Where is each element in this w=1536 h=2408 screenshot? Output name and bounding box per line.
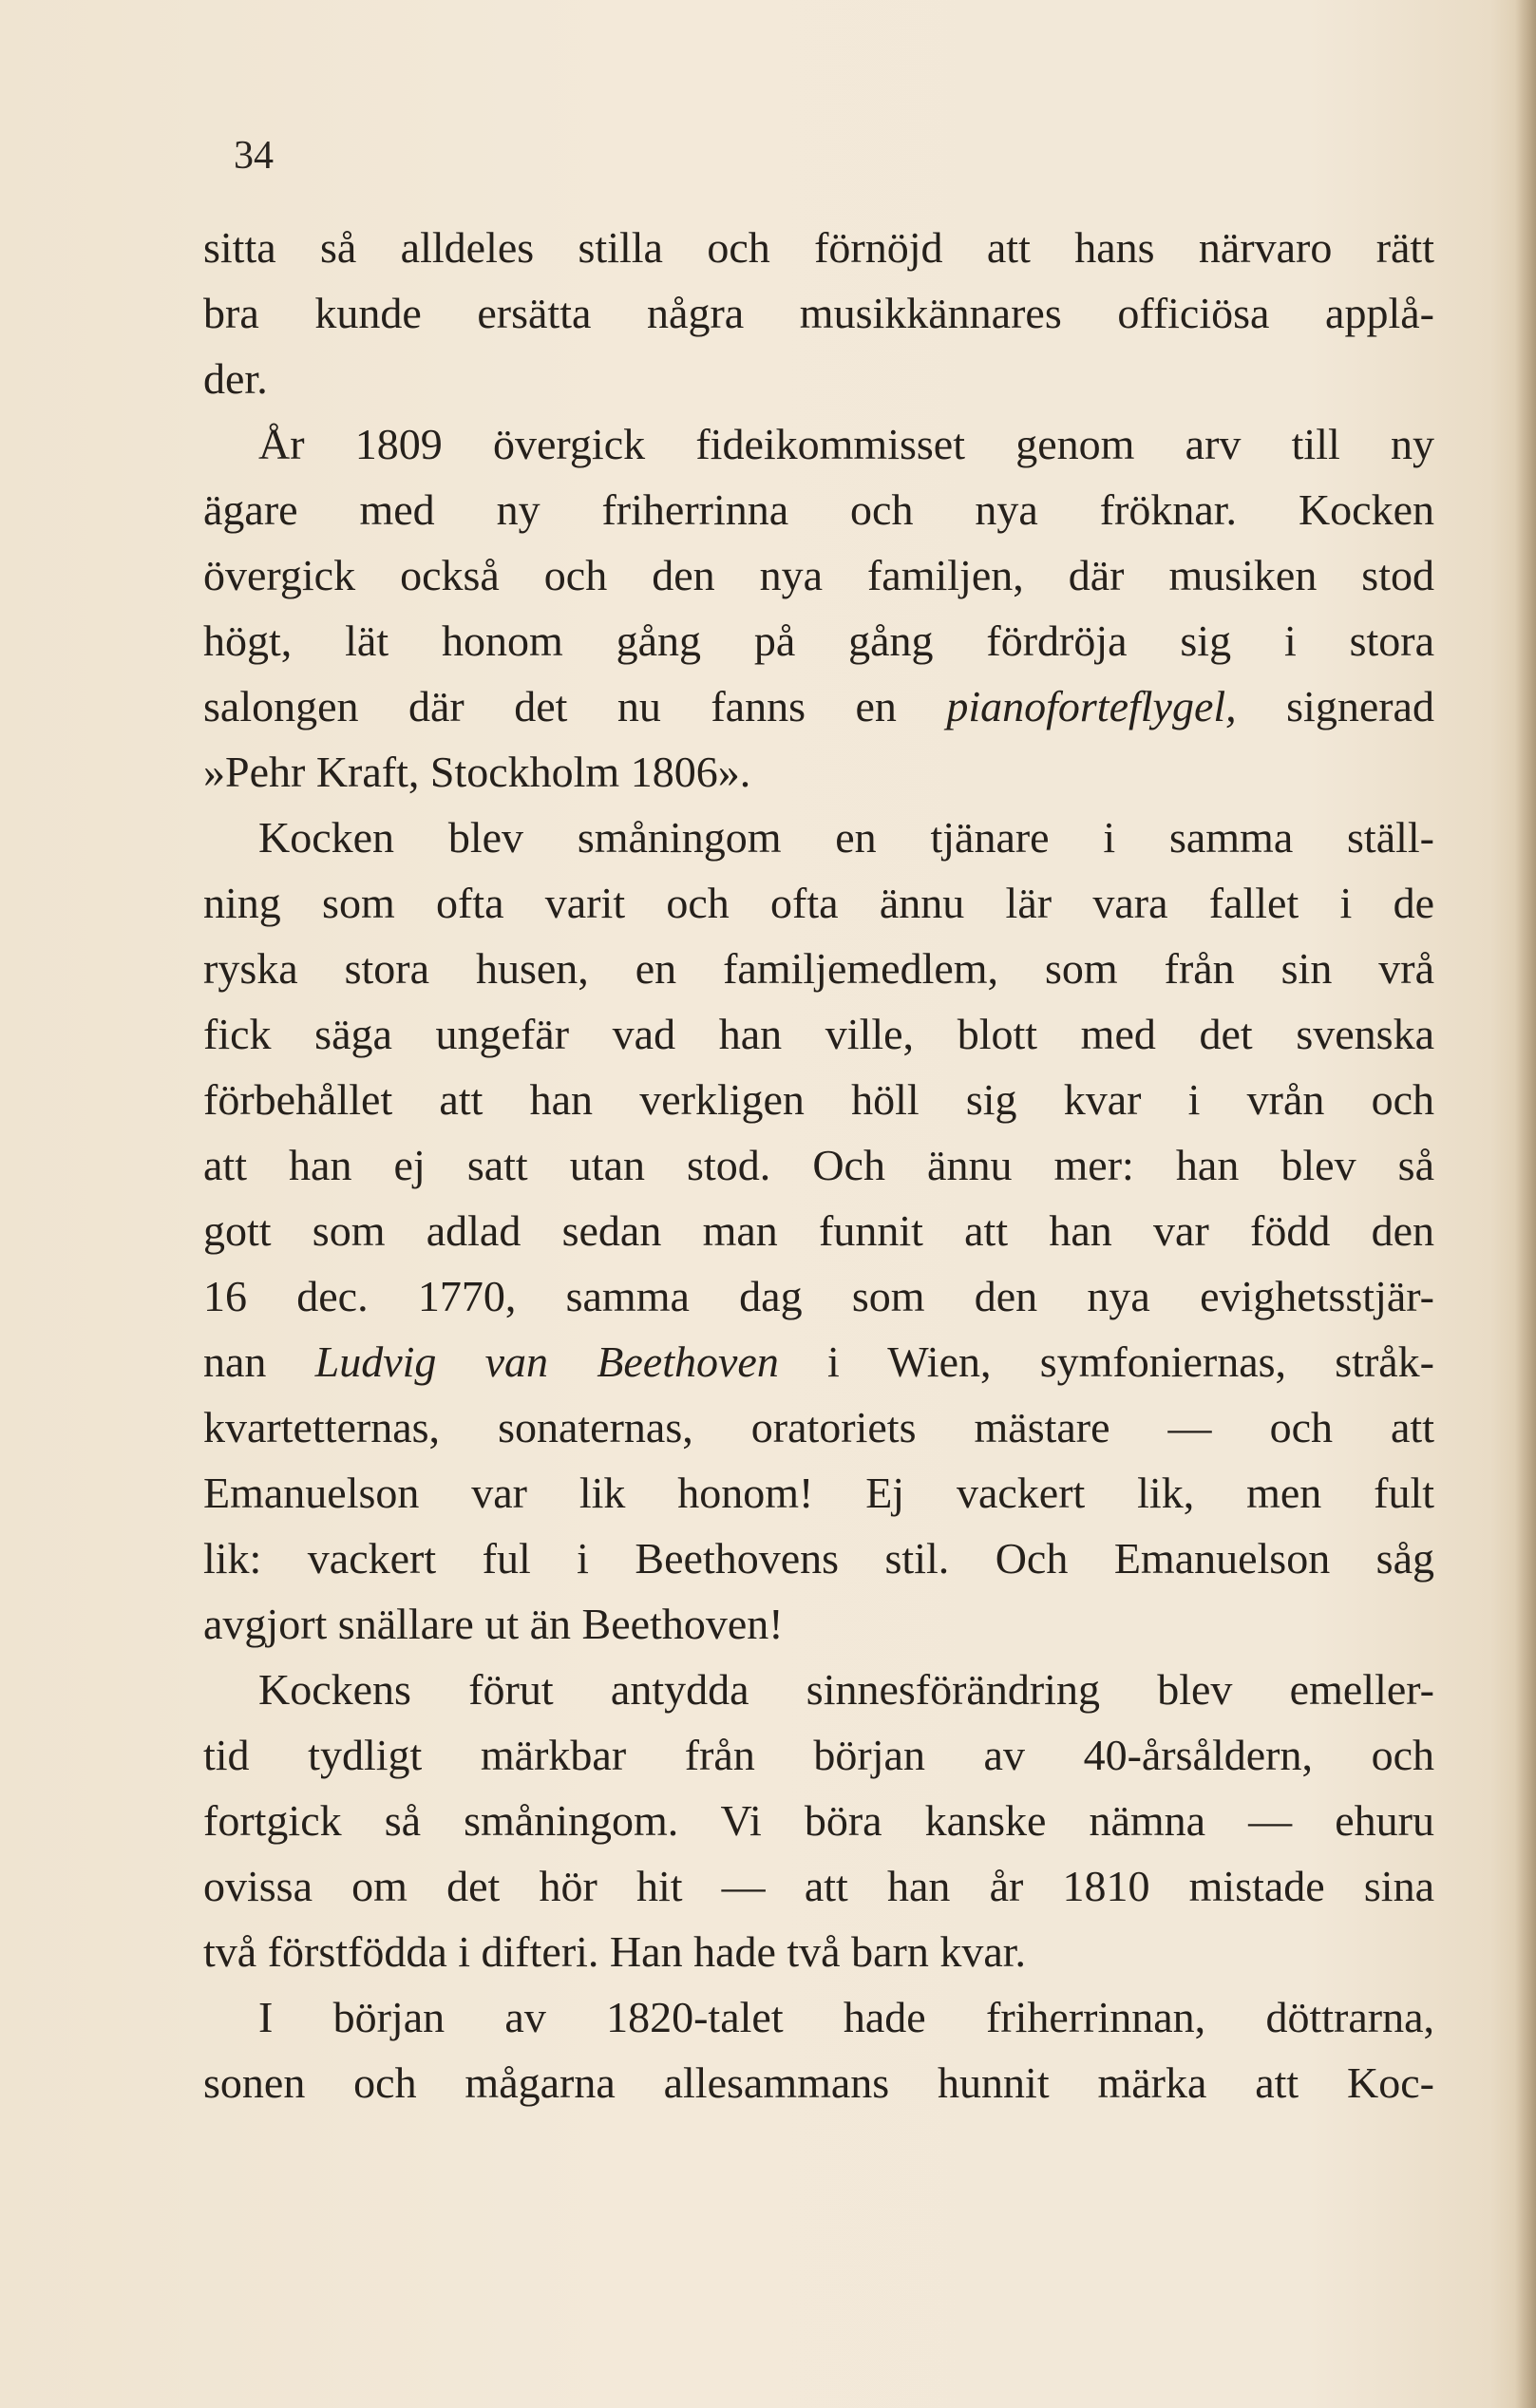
text-line (203, 1329, 1434, 1394)
text-line: två förstfödda i difteri. Han hade två barn kvar. (203, 1927, 1027, 1976)
page-number: 34 (234, 134, 274, 178)
text-line: År 1809 övergick fideikommisset genom arv till ny (258, 420, 1434, 468)
text-line: att han ej satt utan stod. Och ännu mer: han blev så (203, 1141, 1434, 1189)
text-line: Emanuelson var lik honom! Ej vackert lik, men fult (203, 1469, 1434, 1517)
text-line: ägare med ny friherrinna och nya fröknar. Kocken (203, 485, 1434, 534)
text-line: tid tydligt märkbar från början av 40-årsåldern, och (203, 1731, 1434, 1779)
text-run: i Wien, symfoniernas, stråk- (778, 1337, 1434, 1386)
text-line: I början av 1820-talet hade friherrinnan, döttrarna, (258, 1993, 1434, 2041)
text-line: fick säga ungefär vad han ville, blott med det svenska (203, 1010, 1434, 1058)
text-line: övergick också och den nya familjen, där musiken stod (203, 551, 1434, 599)
text-line: »Pehr Kraft, Stockholm 1806». (203, 748, 751, 796)
text-line: högt, lät honom gång på gång fördröja sig i stora (203, 616, 1434, 665)
text-line: bra kunde ersätta några musikkännares officiösa applå- (203, 289, 1434, 337)
italic-term: pianoforteflygel, (946, 682, 1237, 730)
text-line: sitta så alldeles stilla och förnöjd att hans närvaro rätt (203, 223, 1434, 272)
text-line: 16 dec. 1770, samma dag som den nya evighetsstjär- (203, 1272, 1434, 1320)
text-run: nan (203, 1337, 315, 1386)
text-line: kvartetternas, sonaternas, oratoriets mästare — och att (203, 1403, 1434, 1451)
italic-name: Ludvig van Beethoven (314, 1337, 779, 1386)
body-text (203, 215, 1434, 2115)
text-line: ovissa om det hör hit — att han år 1810 mistade sina (203, 1862, 1434, 1910)
text-line: Kocken blev småningom en tjänare i samma ställ- (258, 813, 1434, 862)
text-line: gott som adlad sedan man funnit att han var född den (203, 1206, 1434, 1255)
text-line: sonen och mågarna allesammans hunnit märka att Koc- (203, 2058, 1434, 2107)
text-line (203, 673, 1434, 739)
page-edge (1515, 0, 1536, 2408)
text-run: salongen där det nu fanns en (203, 682, 947, 730)
text-line: förbehållet att han verkligen höll sig kvar i vrån och (203, 1075, 1434, 1124)
text-line: ryska stora husen, en familjemedlem, som från sin vrå (203, 944, 1434, 993)
text-line: fortgick så småningom. Vi böra kanske nämna — ehuru (203, 1796, 1434, 1845)
text-line: ning som ofta varit och ofta ännu lär vara fallet i de (203, 879, 1434, 927)
text-line: Kockens förut antydda sinnesförändring blev emeller- (258, 1665, 1434, 1714)
text-line: avgjort snällare ut än Beethoven! (203, 1600, 784, 1648)
text-line: lik: vackert ful i Beethovens stil. Och Emanuelson såg (203, 1534, 1434, 1583)
text-line: der. (203, 354, 268, 403)
text-run: signerad (1236, 682, 1434, 730)
